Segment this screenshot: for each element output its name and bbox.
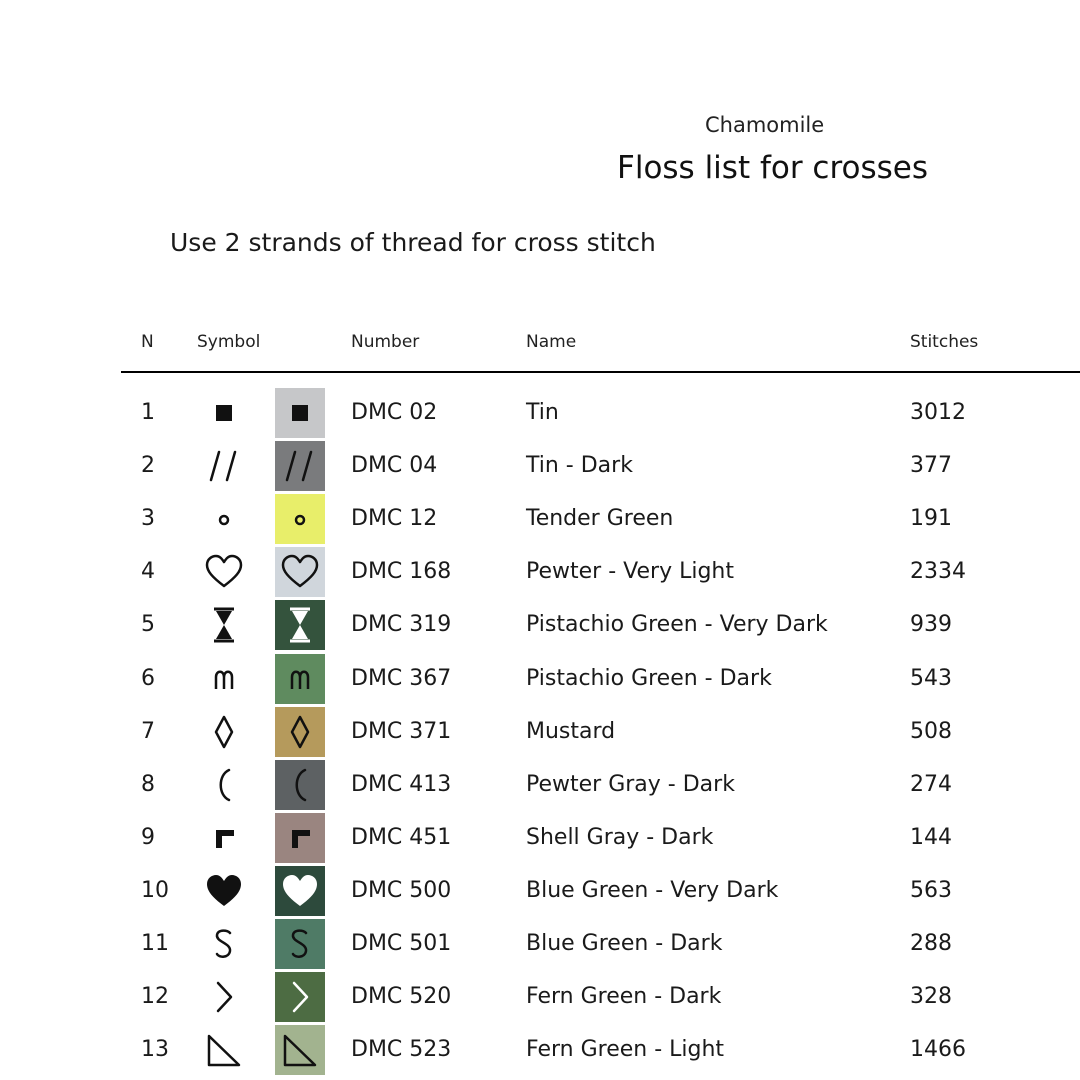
m-glyph-icon <box>201 656 247 702</box>
color-swatch <box>275 600 325 650</box>
color-swatch <box>275 1025 325 1075</box>
small-circle-icon <box>201 496 247 542</box>
table-row <box>0 600 1080 650</box>
table-row <box>0 547 1080 597</box>
row-index: 7 <box>141 718 155 744</box>
row-index: 8 <box>141 771 155 797</box>
crescent-icon <box>201 762 247 808</box>
floss-name: Pistachio Green - Very Dark <box>526 612 828 638</box>
hourglass-icon <box>201 602 247 648</box>
stitch-count: 144 <box>910 824 952 850</box>
header-divider <box>121 371 1080 373</box>
pattern-name: Chamomile <box>705 113 825 137</box>
row-index: 4 <box>141 559 155 585</box>
floss-name: Shell Gray - Dark <box>526 824 714 850</box>
floss-name: Blue Green - Dark <box>526 931 723 956</box>
heart-filled-icon <box>201 868 247 914</box>
hourglass-icon <box>280 605 320 645</box>
stitch-count: 939 <box>910 612 952 638</box>
floss-number: DMC 02 <box>351 400 438 425</box>
s-glyph-icon <box>201 921 247 967</box>
floss-number: DMC 523 <box>351 1037 452 1063</box>
floss-number: DMC 413 <box>351 771 452 797</box>
floss-name: Tin - Dark <box>526 453 633 479</box>
table-row <box>0 919 1080 969</box>
floss-number: DMC 12 <box>351 506 438 532</box>
table-row <box>0 760 1080 810</box>
row-index: 6 <box>141 665 155 691</box>
floss-name: Pewter - Very Light <box>526 559 734 585</box>
heart-outline-icon <box>280 552 320 592</box>
floss-name: Blue Green - Very Dark <box>526 877 779 903</box>
row-index: 13 <box>141 1037 169 1063</box>
table-row <box>0 866 1080 916</box>
color-swatch <box>275 388 325 438</box>
row-index: 5 <box>141 612 155 638</box>
column-header-stitches: Stitches <box>910 332 979 352</box>
floss-name: Tender Green <box>526 506 674 532</box>
color-swatch <box>275 919 325 969</box>
crescent-icon <box>280 765 320 805</box>
table-row <box>0 972 1080 1022</box>
color-swatch <box>275 760 325 810</box>
row-index: 10 <box>141 877 169 903</box>
floss-name: Tin <box>526 400 559 425</box>
column-header-name: Name <box>526 332 577 352</box>
square-icon <box>201 390 247 436</box>
double-slash-icon <box>280 446 320 486</box>
chevron-right-icon <box>201 974 247 1020</box>
small-circle-icon <box>280 499 320 539</box>
column-header-number: Number <box>351 332 420 352</box>
column-header-symbol: Symbol <box>197 332 261 352</box>
stitch-count: 1466 <box>910 1037 966 1063</box>
floss-name: Pewter Gray - Dark <box>526 771 735 797</box>
floss-name: Fern Green - Light <box>526 1037 725 1063</box>
floss-number: DMC 500 <box>351 877 452 903</box>
floss-number: DMC 501 <box>351 931 452 956</box>
double-slash-icon <box>201 443 247 489</box>
floss-number: DMC 319 <box>351 612 452 638</box>
corner-icon <box>280 818 320 858</box>
color-swatch <box>275 813 325 863</box>
stitch-count: 543 <box>910 665 952 691</box>
column-header-n: N <box>141 332 154 352</box>
row-index: 3 <box>141 506 155 532</box>
square-icon <box>280 393 320 433</box>
stitch-count: 288 <box>910 931 952 956</box>
table-row <box>0 654 1080 704</box>
color-swatch <box>275 494 325 544</box>
color-swatch <box>275 972 325 1022</box>
stitch-count: 191 <box>910 506 952 532</box>
row-index: 11 <box>141 931 169 956</box>
floss-name: Pistachio Green - Dark <box>526 665 772 691</box>
diamond-outline-icon <box>280 712 320 752</box>
floss-number: DMC 168 <box>351 559 452 585</box>
floss-name: Mustard <box>526 718 616 744</box>
stitch-count: 377 <box>910 453 952 479</box>
row-index: 12 <box>141 984 169 1010</box>
stitch-count: 3012 <box>910 400 966 425</box>
s-glyph-icon <box>280 924 320 964</box>
table-row <box>0 441 1080 491</box>
color-swatch <box>275 441 325 491</box>
table-row <box>0 1025 1080 1075</box>
row-index: 2 <box>141 453 155 479</box>
stitch-count: 274 <box>910 771 952 797</box>
floss-number: DMC 04 <box>351 453 438 479</box>
table-row <box>0 494 1080 544</box>
m-glyph-icon <box>280 659 320 699</box>
corner-icon <box>201 815 247 861</box>
instruction-text: Use 2 strands of thread for cross stitch <box>170 228 656 257</box>
stitch-count: 2334 <box>910 559 966 585</box>
triangle-outline-icon <box>201 1027 247 1073</box>
chevron-right-icon <box>280 977 320 1017</box>
table-row <box>0 813 1080 863</box>
triangle-outline-icon <box>280 1030 320 1070</box>
floss-number: DMC 520 <box>351 984 452 1010</box>
heart-filled-icon <box>280 871 320 911</box>
diamond-outline-icon <box>201 709 247 755</box>
color-swatch <box>275 707 325 757</box>
table-row <box>0 707 1080 757</box>
page-title: Floss list for crosses <box>617 150 929 186</box>
table-row <box>0 388 1080 438</box>
color-swatch <box>275 866 325 916</box>
floss-number: DMC 367 <box>351 665 452 691</box>
stitch-count: 508 <box>910 718 952 744</box>
floss-number: DMC 451 <box>351 824 452 850</box>
row-index: 9 <box>141 824 155 850</box>
row-index: 1 <box>141 400 155 425</box>
stitch-count: 328 <box>910 984 952 1010</box>
color-swatch <box>275 654 325 704</box>
stitch-count: 563 <box>910 877 952 903</box>
floss-name: Fern Green - Dark <box>526 984 722 1010</box>
color-swatch <box>275 547 325 597</box>
heart-outline-icon <box>201 549 247 595</box>
floss-number: DMC 371 <box>351 718 452 744</box>
